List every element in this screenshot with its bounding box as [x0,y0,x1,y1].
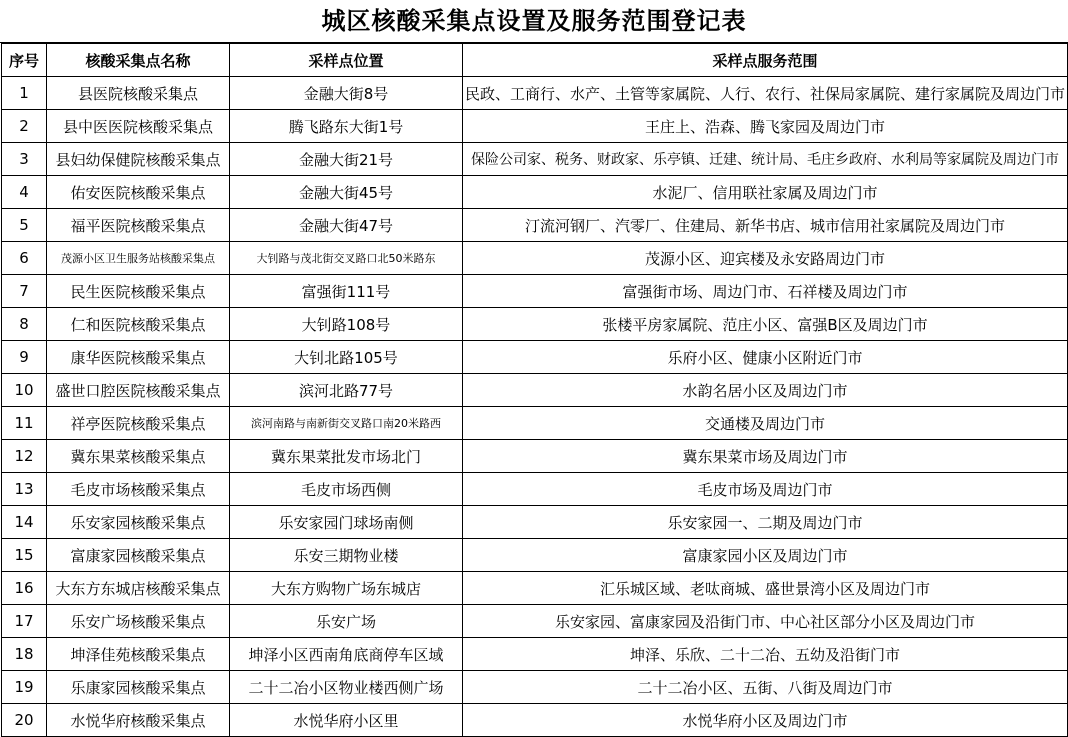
row-scope: 冀东果菜市场及周边门市 [463,440,1068,473]
row-number: 18 [2,638,47,671]
row-name: 民生医院核酸采集点 [47,275,230,308]
row-location: 乐安广场 [230,605,463,638]
row-location: 大钊北路105号 [230,341,463,374]
row-scope: 乐安家园一、二期及周边门市 [463,506,1068,539]
row-name: 康华医院核酸采集点 [47,341,230,374]
row-name: 冀东果菜核酸采集点 [47,440,230,473]
header-name: 核酸采集点名称 [47,44,230,77]
row-scope: 保险公司家、税务、财政家、乐亭镇、迁建、统计局、毛庄乡政府、水利局等家属院及周边门市 [463,143,1068,176]
row-scope: 富强街市场、周边门市、石祥楼及周边门市 [463,275,1068,308]
row-name: 乐安广场核酸采集点 [47,605,230,638]
header-row [2,44,1068,77]
row-name: 祥亭医院核酸采集点 [47,407,230,440]
row-name: 水悦华府核酸采集点 [47,704,230,737]
row-number: 6 [2,242,47,275]
row-number: 20 [2,704,47,737]
table-row [2,341,1068,374]
row-location: 金融大街21号 [230,143,463,176]
row-scope: 乐府小区、健康小区附近门市 [463,341,1068,374]
table-row [2,473,1068,506]
table-row [2,671,1068,704]
row-number: 10 [2,374,47,407]
row-location: 二十二冶小区物业楼西侧广场 [230,671,463,704]
row-location: 坤泽小区西南角底商停车区域 [230,638,463,671]
header-no: 序号 [2,44,47,77]
row-name: 县妇幼保健院核酸采集点 [47,143,230,176]
row-number: 4 [2,176,47,209]
table-row [2,275,1068,308]
row-name: 县中医医院核酸采集点 [47,110,230,143]
row-scope: 坤泽、乐欣、二十二冶、五幼及沿街门市 [463,638,1068,671]
row-scope: 王庄上、浩森、腾飞家园及周边门市 [463,110,1068,143]
row-number: 9 [2,341,47,374]
row-number: 16 [2,572,47,605]
row-scope: 二十二冶小区、五街、八街及周边门市 [463,671,1068,704]
row-location: 毛皮市场西侧 [230,473,463,506]
table-body [2,77,1068,737]
row-name: 大东方东城店核酸采集点 [47,572,230,605]
row-number: 8 [2,308,47,341]
row-scope: 水韵名居小区及周边门市 [463,374,1068,407]
row-number: 2 [2,110,47,143]
table-row [2,209,1068,242]
table-row [2,308,1068,341]
sampling-points-table [1,43,1068,737]
row-scope: 茂源小区、迎宾楼及永安路周边门市 [463,242,1068,275]
table-row [2,605,1068,638]
row-number: 17 [2,605,47,638]
row-name: 茂源小区卫生服务站核酸采集点 [47,242,230,275]
row-name: 佑安医院核酸采集点 [47,176,230,209]
row-name: 盛世口腔医院核酸采集点 [47,374,230,407]
table-row [2,506,1068,539]
table-row [2,572,1068,605]
row-location: 乐安家园门球场南侧 [230,506,463,539]
row-number: 19 [2,671,47,704]
row-number: 11 [2,407,47,440]
row-name: 毛皮市场核酸采集点 [47,473,230,506]
row-number: 14 [2,506,47,539]
row-scope: 毛皮市场及周边门市 [463,473,1068,506]
sheet-title: 城区核酸采集点设置及服务范围登记表 [0,0,1068,43]
row-name: 乐安家园核酸采集点 [47,506,230,539]
table-row [2,407,1068,440]
row-scope: 水泥厂、信用联社家属及周边门市 [463,176,1068,209]
row-number: 3 [2,143,47,176]
row-scope: 汀流河钢厂、汽零厂、住建局、新华书店、城市信用社家属院及周边门市 [463,209,1068,242]
row-location: 冀东果菜批发市场北门 [230,440,463,473]
row-scope: 张楼平房家属院、范庄小区、富强B区及周边门市 [463,308,1068,341]
table-row [2,176,1068,209]
table-row [2,638,1068,671]
table-row [2,143,1068,176]
row-location: 大东方购物广场东城店 [230,572,463,605]
table-row [2,77,1068,110]
header-scope: 采样点服务范围 [463,44,1068,77]
row-scope: 水悦华府小区及周边门市 [463,704,1068,737]
header-location: 采样点位置 [230,44,463,77]
table-row [2,440,1068,473]
row-scope: 汇乐城区域、老呔商城、盛世景湾小区及周边门市 [463,572,1068,605]
table-row [2,704,1068,737]
row-number: 13 [2,473,47,506]
row-name: 县医院核酸采集点 [47,77,230,110]
row-location: 金融大街8号 [230,77,463,110]
table-row [2,242,1068,275]
row-scope: 交通楼及周边门市 [463,407,1068,440]
row-name: 乐康家园核酸采集点 [47,671,230,704]
row-name: 富康家园核酸采集点 [47,539,230,572]
row-number: 15 [2,539,47,572]
table-row [2,539,1068,572]
row-location: 水悦华府小区里 [230,704,463,737]
row-location: 腾飞路东大街1号 [230,110,463,143]
row-location: 大钊路108号 [230,308,463,341]
row-name: 福平医院核酸采集点 [47,209,230,242]
row-location: 滨河南路与南新街交叉路口南20米路西 [230,407,463,440]
row-scope: 民政、工商行、水产、土管等家属院、人行、农行、社保局家属院、建行家属院及周边门市 [463,77,1068,110]
row-location: 金融大街45号 [230,176,463,209]
row-name: 坤泽佳苑核酸采集点 [47,638,230,671]
row-number: 12 [2,440,47,473]
table-row [2,110,1068,143]
row-number: 5 [2,209,47,242]
row-scope: 富康家园小区及周边门市 [463,539,1068,572]
row-location: 乐安三期物业楼 [230,539,463,572]
row-location: 金融大街47号 [230,209,463,242]
row-scope: 乐安家园、富康家园及沿街门市、中心社区部分小区及周边门市 [463,605,1068,638]
row-location: 大钊路与茂北街交叉路口北50米路东 [230,242,463,275]
table-row [2,374,1068,407]
row-location: 滨河北路77号 [230,374,463,407]
row-name: 仁和医院核酸采集点 [47,308,230,341]
row-number: 1 [2,77,47,110]
row-number: 7 [2,275,47,308]
row-location: 富强街111号 [230,275,463,308]
